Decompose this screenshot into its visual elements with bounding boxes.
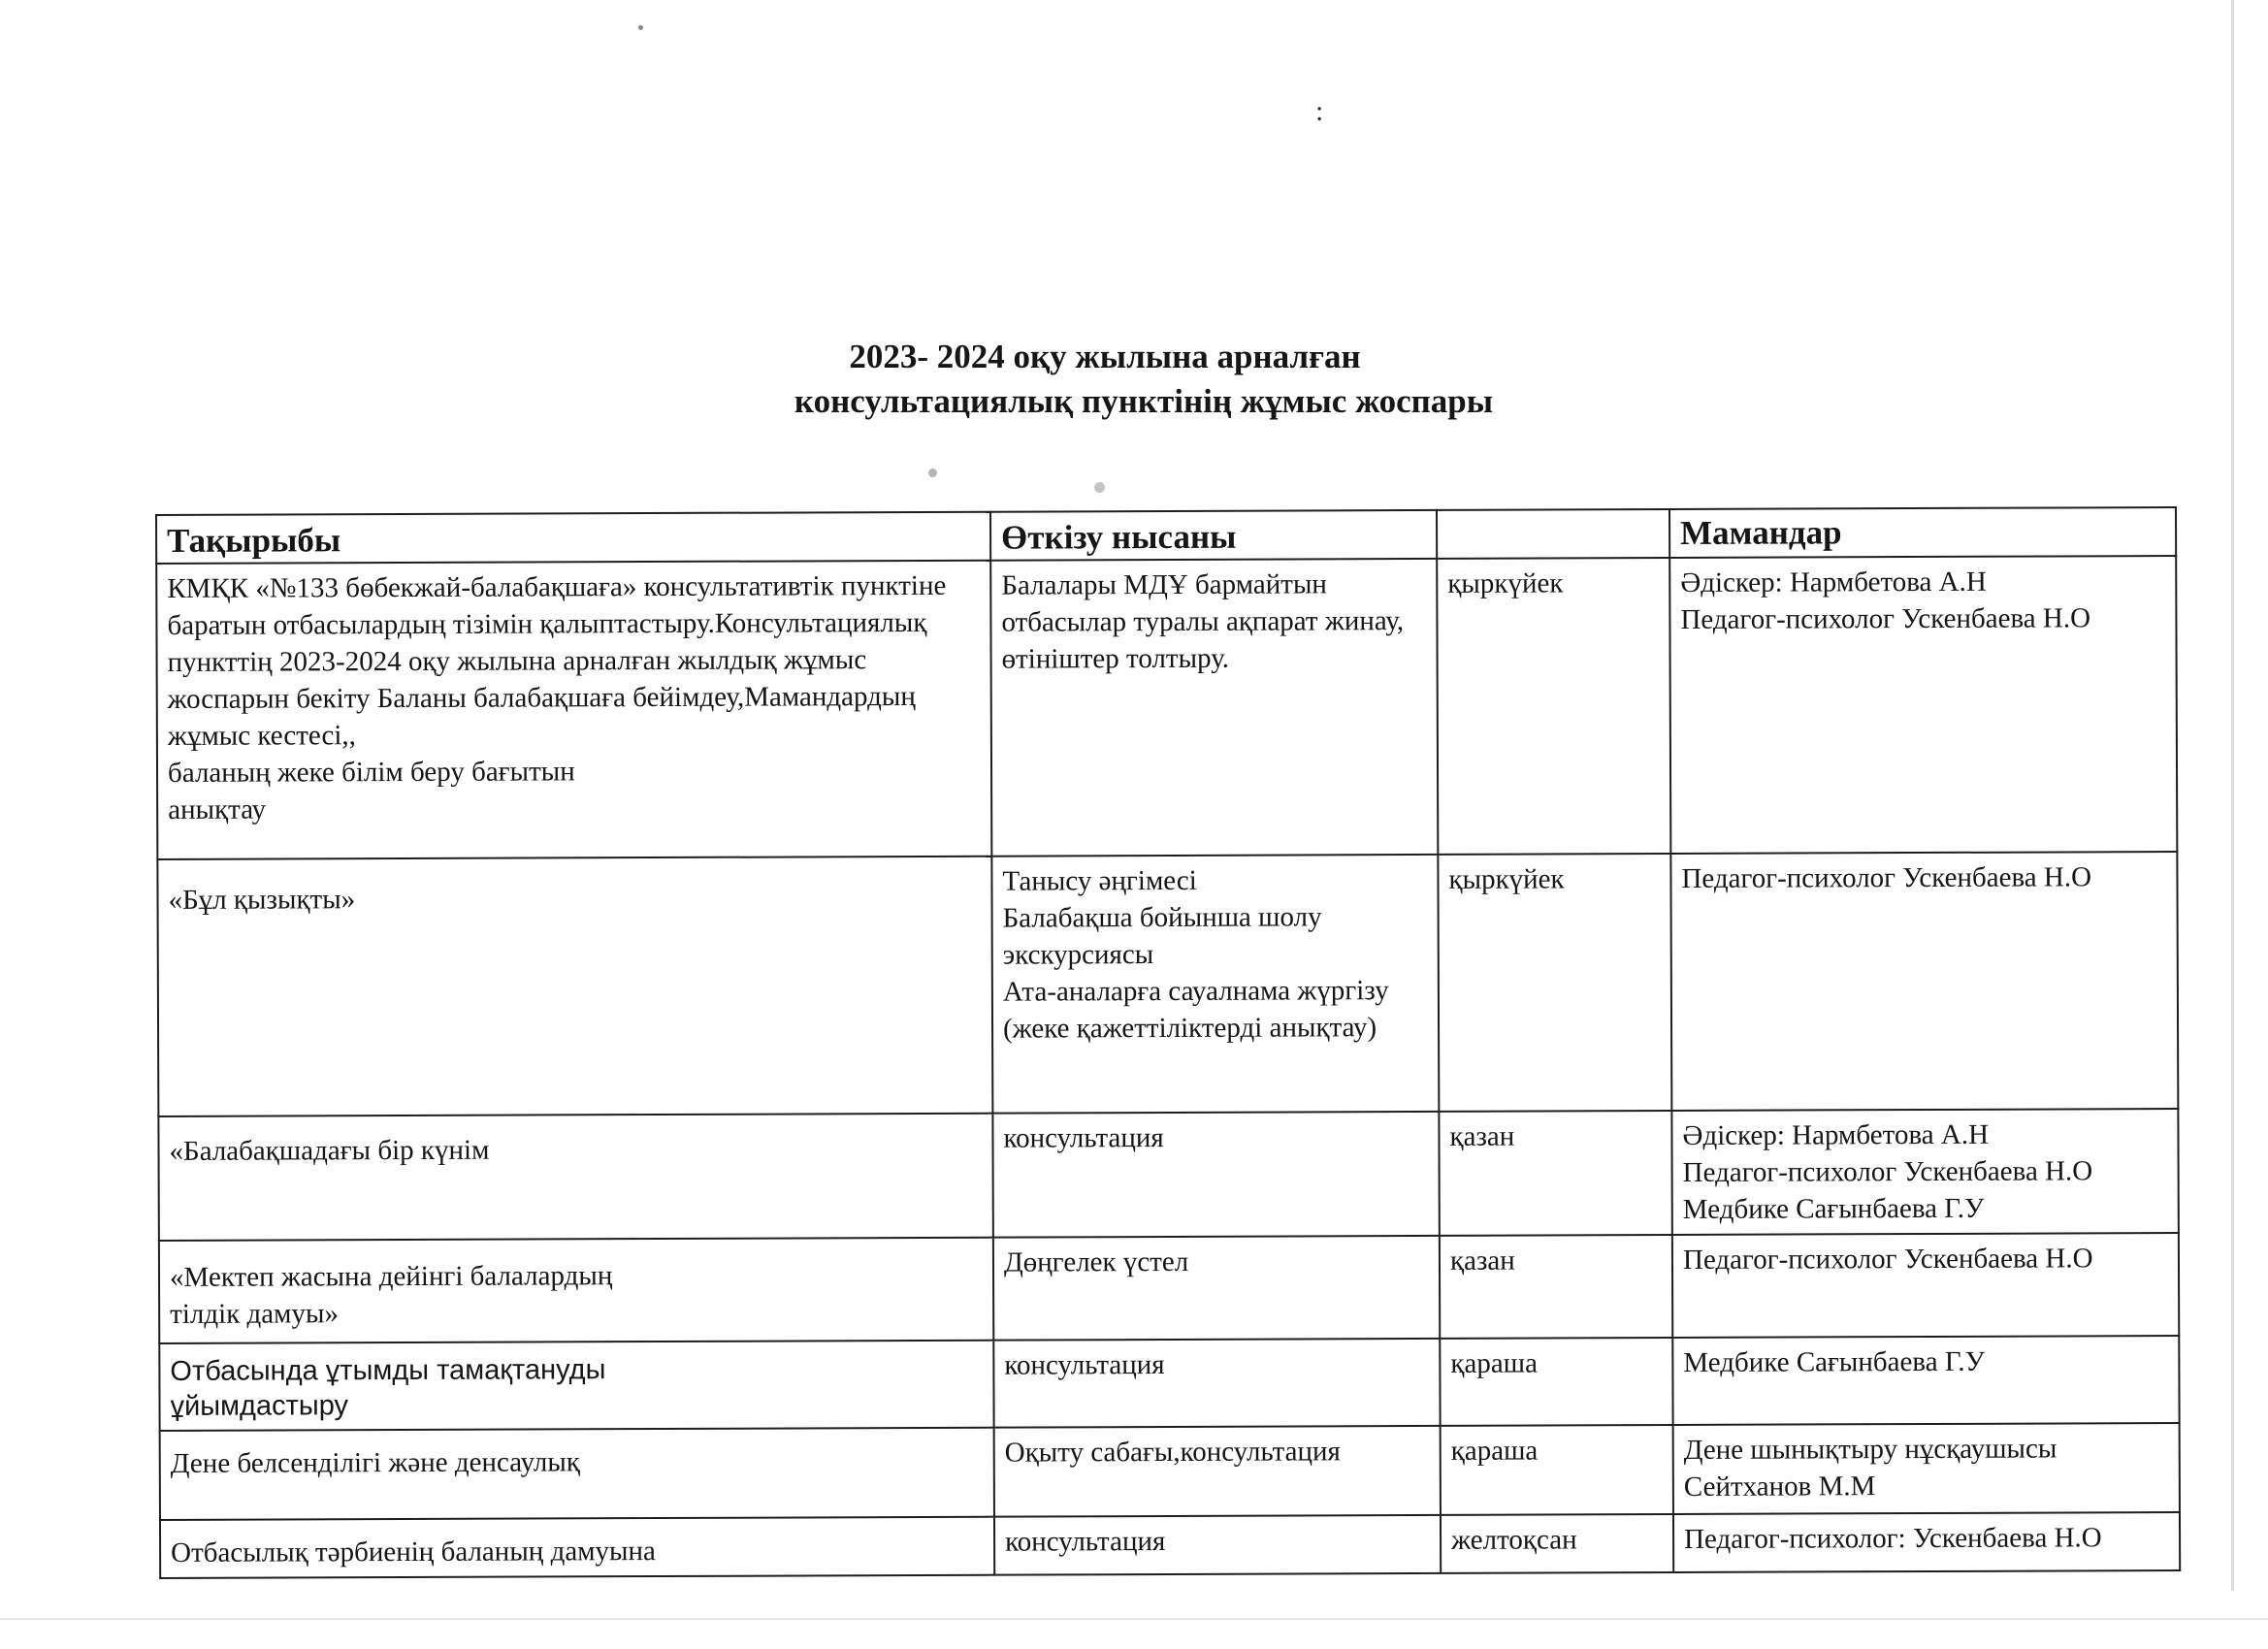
cell-form: Балалары МДҰ бармайтын отбасылар туралы ақпарат жинау, өтініштер толтыру. [990,559,1438,857]
cell-topic: КМҚК «№133 бөбекжай-балабақшаға» консультативтік пунктіне баратын отбасылардың тізімін қалыптастыру.Консультациялық пункттің 2023-2024 оқу жылына арналған жылдық жұмыс жоспарын бекіту Баланы балабақшаға бейімдеу,Мамандардың жұмыс кестесі,, баланың жеке білім беру бағытын анықтау [156,561,991,859]
table-row [157,852,2178,1116]
cell-specialists: Әдіскер: Нармбетова А.Н Педагог-психолог Ускенбаева Н.О [1669,556,2177,854]
cell-time: қазан [1439,1111,1671,1236]
cell-form: Дөңгелек үстел [993,1236,1440,1341]
table-row [160,1423,2180,1520]
cell-form: консультация [992,1112,1439,1238]
cell-specialists: Педагог-психолог Ускенбаева Н.О [1672,1233,2179,1338]
document-title [0,335,2268,424]
cell-topic: Дене белсенділігі және денсаулық [160,1428,994,1520]
cell-topic: «Мектеп жасына дейінгі балалардың тілдік дамуы» [159,1238,993,1343]
scan-speck [638,25,643,30]
cell-specialists: Педагог-психолог: Ускенбаева Н.О [1673,1512,2180,1572]
cell-time: қараша [1441,1425,1673,1515]
table-row [156,556,2177,859]
cell-time: қыркүйек [1438,854,1671,1112]
cell-topic: Отбасылық тәрбиенің баланың дамуына [160,1517,994,1578]
cell-time: желтоқсан [1441,1514,1673,1573]
cell-specialists: Педагог-психолог Ускенбаева Н.О [1670,852,2178,1111]
cell-time: қыркүйек [1437,558,1670,855]
cell-form: консультация [993,1339,1440,1428]
table-row [159,1233,2179,1343]
cell-specialists: Медбике Сағынбаева Г.У [1672,1336,2179,1425]
scan-speck [928,469,937,477]
work-plan-table [155,506,2181,1579]
header-time [1437,509,1669,559]
table-row [159,1336,2179,1431]
stray-mark: : [1315,95,1324,127]
cell-form: консультация [994,1515,1441,1575]
scan-speck [1094,482,1105,493]
cell-specialists: Дене шынықтыру нұсқаушысы Сейтханов М.М [1673,1423,2180,1514]
table-row [160,1512,2180,1578]
scan-page-edge-right [2231,0,2234,1591]
scan-page-edge-bottom [0,1618,2268,1620]
table-row [158,1109,2178,1241]
header-topic: Тақырыбы [156,512,990,564]
cell-topic: Отбасында ұтымды тамақтануды ұйымдастыру [159,1341,993,1431]
cell-form: Танысу әңгімесі Балабақша бойынша шолу экскурсиясы Ата-аналарға сауалнама жүргізу (жеке қажеттіліктерді анықтау) [991,855,1439,1114]
cell-time: қараша [1440,1338,1672,1426]
cell-time: қазан [1440,1235,1672,1339]
document-title-line-1: 2023- 2024 оқу жылына арналған [849,338,1361,375]
cell-topic: «Бұл қызықты» [157,857,992,1116]
cell-specialists: Әдіскер: Нармбетова А.Н Педагог-психолог Ускенбаева Н.О Медбике Сағынбаева Г.У [1671,1109,2178,1235]
document-title-line-2: консультациялық пунктінің жұмыс жоспары [794,382,1494,420]
header-form: Өткізу нысаны [990,510,1437,561]
table-header-row [156,507,2176,564]
cell-form: Оқыту сабағы,консультация [994,1426,1441,1517]
header-specialists: Мамандар [1669,507,2176,558]
cell-topic: «Балабақшадағы бір күнім [158,1114,992,1241]
